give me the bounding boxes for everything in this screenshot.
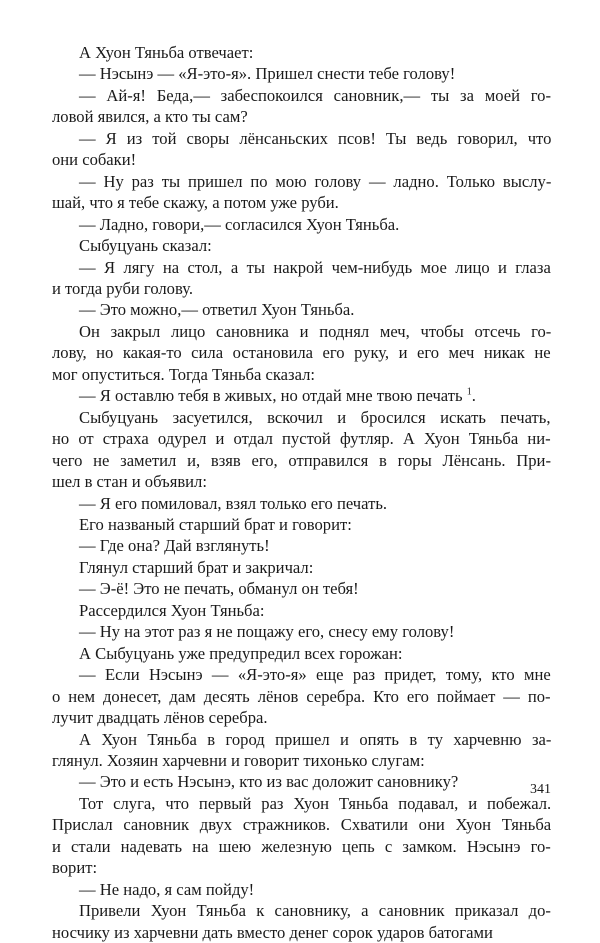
text-line-content: лучит двадцать лёнов серебра. — [52, 708, 268, 728]
text-line — [52, 63, 551, 84]
text-line-content: — Это можно,— ответил Хуон Тяньба. — [79, 300, 355, 320]
text-line — [52, 814, 551, 835]
text-line — [52, 600, 551, 621]
text-line-content: лову, но какая-то сила остановила его руку, и его меч никак не — [52, 343, 551, 363]
text-line — [52, 149, 551, 170]
text-line-content: Привели Хуон Тяньба к сановнику, а сановник приказал до- — [79, 901, 551, 921]
text-line — [52, 493, 551, 514]
text-line — [52, 836, 551, 857]
text-line — [52, 385, 551, 406]
text-line-content: Рассердился Хуон Тяньба: — [79, 600, 265, 620]
text-line-content: — Я из той своры лёнсаньских псов! Ты ведь говорил, что — [79, 128, 552, 148]
text-line-content: ловой явился, а кто ты сам? — [52, 107, 248, 127]
text-line — [52, 42, 551, 63]
text-line — [52, 342, 551, 363]
text-line — [52, 471, 551, 492]
text-line — [52, 664, 551, 685]
text-line — [52, 557, 551, 578]
text-line-content: Сыбуцуань сказал: — [79, 236, 212, 256]
text-line-content: и тогда руби голову. — [52, 278, 194, 298]
text-line-content: ворит: — [52, 858, 98, 878]
footnote-marker: 1 — [466, 386, 472, 398]
text-line-content: они собаки! — [52, 150, 137, 170]
text-line-content: А Хуон Тяньба отвечает: — [79, 43, 254, 62]
text-line-content: — Не надо, я сам пойду! — [79, 879, 255, 899]
text-line — [52, 257, 551, 278]
text-line-content: о нем донесет, дам десять лёнов серебра. Кто его поймает — по- — [52, 686, 551, 706]
text-line — [52, 686, 551, 707]
text-line-content: шай, что я тебе скажу, а потом уже руби. — [52, 193, 339, 213]
body-text — [52, 42, 551, 943]
text-line-content: — Ладно, говори,— согласился Хуон Тяньба. — [79, 214, 400, 234]
text-line-suffix: . — [471, 386, 476, 406]
text-line — [52, 428, 551, 449]
text-line — [52, 771, 551, 792]
text-line-content: А Сыбуцуань уже предупредил всех горожан: — [79, 643, 403, 663]
text-line — [52, 793, 551, 814]
text-line-content: но от страха одурел и отдал пустой футляр. А Хуон Тяньба ни- — [52, 429, 551, 449]
text-line — [52, 922, 551, 943]
text-line-content: — Я его помиловал, взял только его печать. — [79, 493, 388, 513]
text-line — [52, 278, 551, 299]
text-line-content: глянул. Хозяин харчевни и говорит тихонько слугам: — [52, 750, 425, 770]
text-line-content: А Хуон Тяньба в город пришел и опять в ту харчевню за- — [79, 729, 552, 749]
text-line-content: — Я лягу на стол, а ты накрой чем-нибудь мое лицо и глаза — [79, 257, 551, 277]
text-line-content: Сыбуцуань засуетился, вскочил и бросился искать печать, — [79, 407, 551, 427]
text-line — [52, 707, 551, 728]
text-line — [52, 879, 551, 900]
text-line — [52, 621, 551, 642]
text-line-content: — Ну раз ты пришел по мою голову — ладно. Только выслу- — [79, 171, 552, 191]
text-line-content: Он закрыл лицо сановника и поднял меч, чтобы отсечь го- — [79, 321, 552, 341]
text-line-content: — Если Нэсынэ — «Я-это-я» еще раз придет, тому, кто мне — [79, 665, 551, 685]
text-line — [52, 857, 551, 878]
text-line-content: и стали надевать на шею железную цепь с замком. Нэсынэ го- — [52, 836, 551, 856]
text-line-content: Глянул старший брат и закричал: — [79, 557, 314, 577]
text-line — [52, 643, 551, 664]
text-line-content: Его названый старший брат и говорит: — [79, 514, 352, 534]
text-line-content: мог опуститься. Тогда Тяньба сказал: — [52, 364, 315, 384]
text-line — [52, 407, 551, 428]
text-line — [52, 128, 551, 149]
text-line — [52, 900, 551, 921]
text-line — [52, 450, 551, 471]
text-line-content: — Нэсынэ — «Я-это-я». Пришел снести тебе голову! — [79, 64, 456, 84]
text-line-content: — Ай-я! Беда,— забеспокоился сановник,— ты за моей го- — [79, 85, 551, 105]
text-line — [52, 364, 551, 385]
text-line-content: Тот слуга, что первый раз Хуон Тяньба подавал, и побежал. — [79, 793, 552, 813]
text-line — [52, 535, 551, 556]
text-line — [52, 85, 551, 106]
text-line-content: чего не заметил и, взяв его, отправился в горы Лёнсань. При- — [52, 450, 551, 470]
text-line-content: — Где она? Дай взглянуть! — [79, 536, 270, 556]
text-line — [52, 106, 551, 127]
text-line — [52, 214, 551, 235]
text-line-content: — Я оставлю тебя в живых, но отдай мне твою печать — [79, 386, 463, 406]
text-line — [52, 750, 551, 771]
text-line — [52, 321, 551, 342]
text-line — [52, 171, 551, 192]
text-line — [52, 299, 551, 320]
text-line-content: Прислал сановник двух стражников. Схватили они Хуон Тяньба — [52, 815, 552, 835]
text-line — [52, 192, 551, 213]
text-line-content: — Э-ё! Это не печать, обманул он тебя! — [79, 579, 359, 599]
text-line-content: — Это и есть Нэсынэ, кто из вас доложит сановнику? — [79, 772, 459, 792]
text-line-content: шел в стан и объявил: — [52, 472, 207, 492]
text-line — [52, 514, 551, 535]
text-line-content: носчику из харчевни дать вместо денег сорок ударов батогами — [52, 922, 493, 942]
text-line — [52, 729, 551, 750]
text-line — [52, 578, 551, 599]
page-number: 341 — [530, 782, 551, 797]
text-line — [52, 235, 551, 256]
text-line-content: — Ну на этот раз я не пощажу его, снесу ему голову! — [79, 622, 455, 642]
